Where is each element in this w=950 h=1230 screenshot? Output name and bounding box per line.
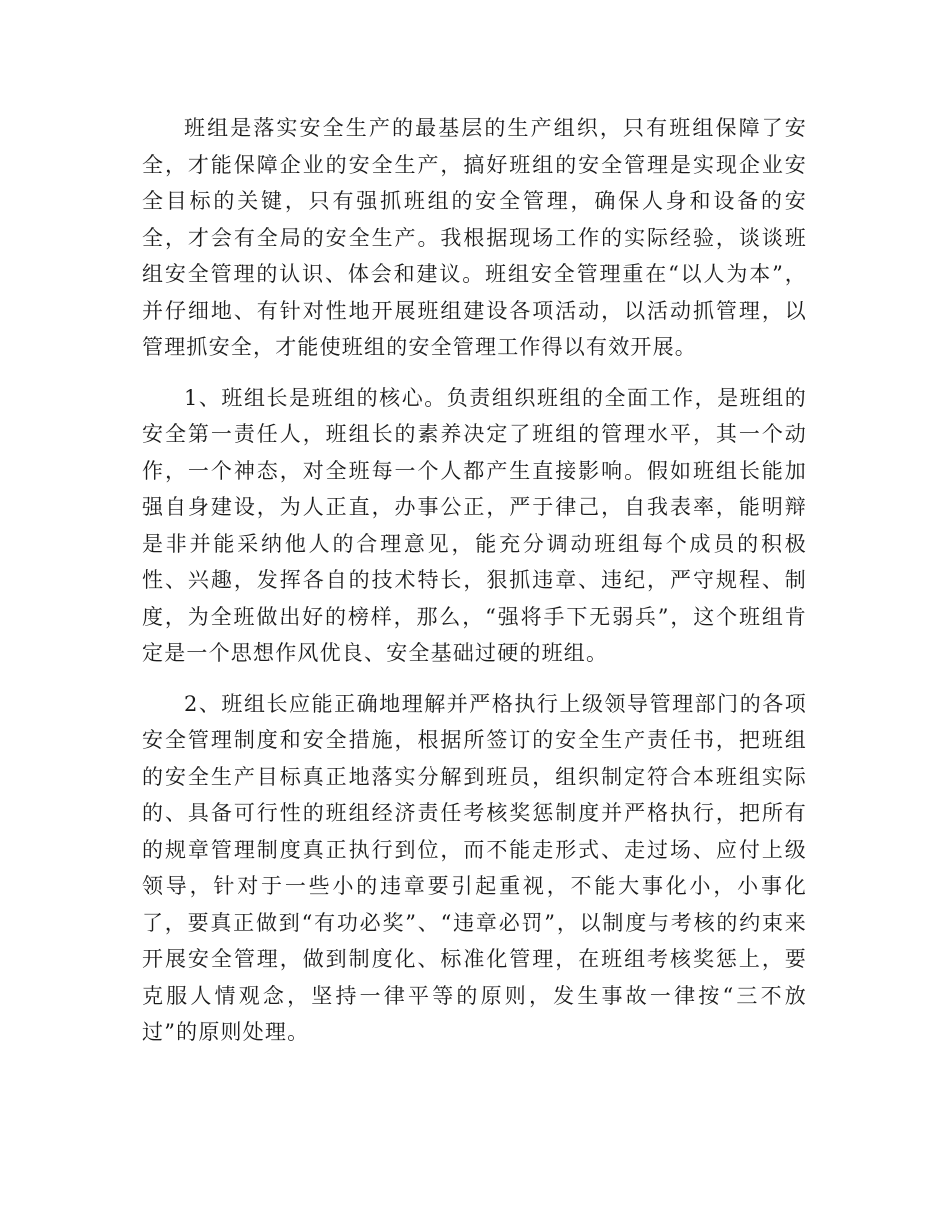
paragraph-point-2: 2、班组长应能正确地理解并严格执行上级领导管理部门的各项安全管理制度和安全措施，根据所签订的安全生产责任书，把班组的安全生产目标真正地落实分解到班员，组织制定符合本班组实际的、具备可行性的班组经济责任考核奖惩制度并严格执行，把所有的规章管理制度真正执行到位，而不能走形式、走过场、应付上级领导，针对于一些小的违章要引起重视，不能大事化小，小事化了，要真正做到“有功必奖”、“违章必罚”，以制度与考核的约束来开展安全管理，做到制度化、标准化管理，在班组考核奖惩上，要克服人情观念，坚持一律平等的原则，发生事故一律按“三不放过”的原则处理。 <box>142 691 807 1044</box>
document-body <box>142 110 807 1051</box>
paragraph-intro: 班组是落实安全生产的最基层的生产组织，只有班组保障了安全，才能保障企业的安全生产，搞好班组的安全管理是实现企业安全目标的关键，只有强抓班组的安全管理，确保人身和设备的安全，才会有全局的安全生产。我根据现场工作的实际经验，谈谈班组安全管理的认识、体会和建议。班组安全管理重在“以人为本”，并仔细地、有针对性地开展班组建设各项活动，以活动抓管理，以管理抓安全，才能使班组的安全管理工作得以有效开展。 <box>142 116 807 359</box>
paragraph-point-1: 1、班组长是班组的核心。负责组织班组的全面工作，是班组的安全第一责任人，班组长的素养决定了班组的管理水平，其一个动作，一个神态，对全班每一个人都产生直接影响。假如班组长能加强自身建设，为人正直，办事公正，严于律己，自我表率，能明辩是非并能采纳他人的合理意见，能充分调动班组每个成员的积极性、兴趣，发挥各自的技术特长，狠抓违章、违纪，严守规程、制度，为全班做出好的榜样，那么，“强将手下无弱兵”，这个班组肯定是一个思想作风优良、安全基础过硬的班组。 <box>142 385 807 665</box>
